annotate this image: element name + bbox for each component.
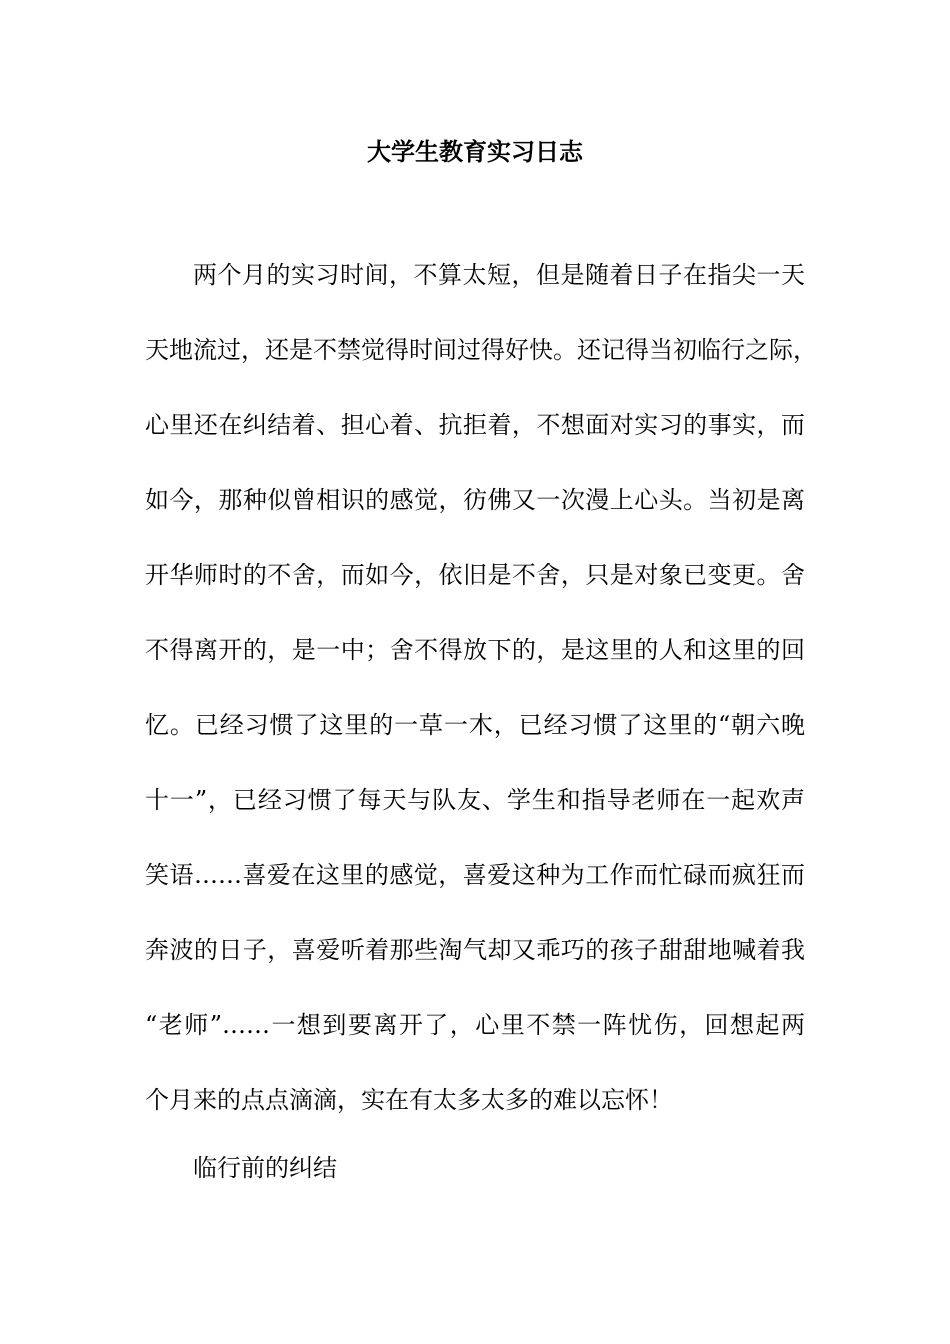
section-heading: 临行前的纠结 — [193, 1154, 337, 1182]
paragraph-line-9: 笑语……喜爱在这里的感觉，喜爱这种为工作而忙碌而疯狂而 — [145, 861, 805, 889]
paragraph-line-11: “老师”……一想到要离开了，心里不禁一阵忧伤，回想起两 — [145, 1011, 805, 1039]
paragraph-line-7: 忆。已经习惯了这里的一草一木，已经习惯了这里的“朝六晚 — [145, 711, 805, 739]
paragraph-line-1: 两个月的实习时间，不算太短，但是随着日子在指尖一天 — [193, 261, 805, 289]
paragraph-line-6: 不得离开的，是一中；舍不得放下的，是这里的人和这里的回 — [145, 636, 805, 664]
paragraph-line-10: 奔波的日子，喜爱听着那些淘气却又乖巧的孩子甜甜地喊着我 — [145, 936, 805, 964]
paragraph-line-4: 如今，那种似曾相识的感觉，彷佛又一次漫上心头。当初是离 — [145, 486, 805, 514]
paragraph-line-8: 十一”，已经习惯了每天与队友、学生和指导老师在一起欢声 — [145, 786, 805, 814]
paragraph-line-5: 开华师时的不舍，而如今，依旧是不舍，只是对象已变更。舍 — [145, 561, 805, 589]
document-title: 大学生教育实习日志 — [367, 137, 583, 166]
paragraph-line-3: 心里还在纠结着、担心着、抗拒着，不想面对实习的事实，而 — [145, 411, 805, 439]
paragraph-line-12: 个月来的点点滴滴，实在有太多太多的难以忘怀！ — [145, 1086, 673, 1114]
paragraph-line-2: 天地流过，还是不禁觉得时间过得好快。还记得当初临行之际， — [145, 336, 817, 364]
